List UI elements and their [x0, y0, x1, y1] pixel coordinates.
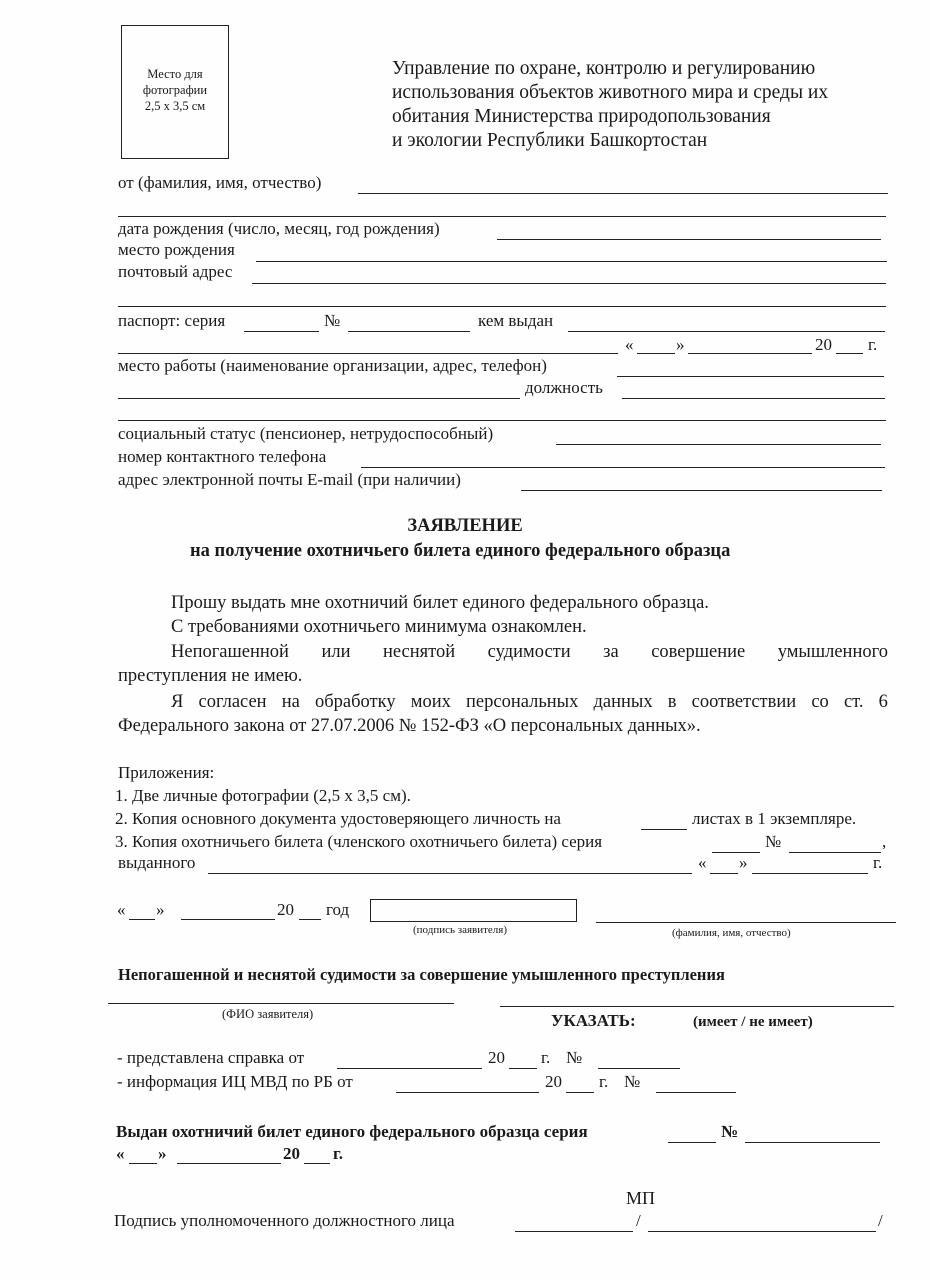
- attachment-item-3-comma: ,: [882, 832, 887, 851]
- position-label: должность: [525, 378, 603, 397]
- p4-word: на: [281, 692, 300, 712]
- indicate-label: УКАЗАТЬ:: [551, 1011, 636, 1030]
- name-caption: (фамилия, имя, отчество): [672, 927, 791, 939]
- body-paragraph-1: Прошу выдать мне охотничий билет единого федерального образца.: [171, 593, 709, 613]
- body-paragraph-4-line2: Федерального закона от 27.07.2006 № 152-ФЗ «О персональных данных».: [118, 716, 701, 736]
- signature-date-month-field[interactable]: [181, 919, 275, 920]
- certificate-number-field[interactable]: [598, 1068, 680, 1069]
- conviction-heading: Непогашенной и неснятой судимости за совершение умышленного преступления: [118, 965, 725, 984]
- workplace-field[interactable]: [617, 376, 884, 377]
- fio-caption: (ФИО заявителя): [222, 1007, 314, 1021]
- from-field[interactable]: [358, 193, 888, 194]
- passport-number-label: №: [324, 311, 341, 330]
- passport-date-day-field[interactable]: [637, 353, 675, 354]
- attachment-sheets-field[interactable]: [641, 829, 687, 830]
- issued-ticket-year-suffix: г.: [333, 1144, 344, 1163]
- certificate-label: - представлена справка от: [117, 1048, 305, 1067]
- birth-date-label: дата рождения (число, месяц, год рождения): [118, 219, 440, 238]
- passport-date-year-field[interactable]: [836, 353, 863, 354]
- attachment-item-3-number: №: [765, 832, 782, 851]
- issued-ticket-open-quote: «: [116, 1144, 125, 1163]
- certificate-number-label: №: [566, 1048, 583, 1067]
- body-paragraph-2: С требованиями охотничьего минимума ознакомлен.: [171, 617, 587, 637]
- issued-label: выданного: [118, 853, 196, 872]
- p4-word: ст.: [843, 692, 864, 712]
- signature-date-year-word: год: [326, 900, 350, 919]
- passport-date-open-quote: «: [625, 335, 634, 354]
- issued-ticket-month-field[interactable]: [177, 1163, 281, 1164]
- addressee-line2: использования объектов животного мира и среды их: [392, 82, 829, 103]
- issued-date-year-suffix: г.: [873, 853, 883, 872]
- from-label: от (фамилия, имя, отчество): [118, 173, 322, 192]
- body-paragraph-3-line2: преступления не имею.: [118, 666, 303, 686]
- attachment-item-2-suffix: листах в 1 экземпляре.: [692, 809, 857, 828]
- passport-date-year-suffix: г.: [868, 335, 878, 354]
- ic-number-label: №: [624, 1072, 641, 1091]
- conviction-status-field[interactable]: [500, 1006, 894, 1007]
- signature-date-day-field[interactable]: [129, 919, 155, 920]
- hunting-ticket-series-field[interactable]: [712, 852, 760, 853]
- ic-number-field[interactable]: [656, 1092, 736, 1093]
- p3-word: совершение: [651, 642, 746, 662]
- postal-address-field[interactable]: [252, 283, 886, 284]
- issued-date-close-quote: »: [739, 853, 748, 872]
- ic-g: г.: [599, 1072, 609, 1091]
- official-slash-2: /: [878, 1211, 883, 1230]
- ic-label: - информация ИЦ МВД по РБ от: [117, 1072, 353, 1091]
- birth-place-label: место рождения: [118, 240, 235, 259]
- p3-word: судимости: [487, 642, 571, 662]
- certificate-date-field[interactable]: [337, 1068, 482, 1069]
- issued-ticket-label: Выдан охотничий билет единого федерального образца серия: [116, 1122, 588, 1141]
- signature-caption: (подпись заявителя): [413, 924, 508, 936]
- p4-word: Я: [171, 692, 184, 712]
- p4-word: 6: [878, 692, 888, 712]
- signature-date-year-prefix: 20: [277, 900, 294, 919]
- ic-date-field[interactable]: [396, 1092, 539, 1093]
- addressee-line4: и экологии Республики Башкортостан: [392, 130, 708, 151]
- signature-date-open-quote: «: [117, 900, 126, 919]
- official-name-field[interactable]: [648, 1231, 876, 1232]
- attachments-heading: Приложения:: [118, 763, 215, 782]
- passport-date-close-quote: »: [676, 335, 685, 354]
- official-signature-label: Подпись уполномоченного должностного лица: [114, 1211, 455, 1230]
- signature-date-year-field[interactable]: [299, 919, 321, 920]
- passport-date-month-field[interactable]: [688, 353, 812, 354]
- issued-ticket-number-field[interactable]: [745, 1142, 880, 1143]
- social-status-field[interactable]: [556, 444, 881, 445]
- issued-ticket-year-field[interactable]: [304, 1163, 330, 1164]
- body-paragraph-4-line1: [171, 691, 888, 713]
- p4-word: со: [811, 692, 829, 712]
- p4-word: моих: [410, 692, 451, 712]
- passport-number-field[interactable]: [348, 331, 470, 332]
- official-signature-field[interactable]: [515, 1231, 633, 1232]
- p4-word: обработку: [315, 692, 396, 712]
- issued-ticket-series-field[interactable]: [668, 1142, 716, 1143]
- ic-year-prefix: 20: [545, 1072, 562, 1091]
- certificate-g: г.: [541, 1048, 551, 1067]
- from-field-continued[interactable]: [118, 216, 886, 217]
- email-label: адрес электронной почты E-mail (при наличии): [118, 470, 461, 489]
- p3-word: Непогашенной: [171, 642, 289, 662]
- signature-date-close-quote: »: [156, 900, 165, 919]
- issued-by-field-continued[interactable]: [118, 353, 618, 354]
- applicant-fio-field[interactable]: [108, 1003, 454, 1004]
- position-field[interactable]: [622, 398, 885, 399]
- p4-word: согласен: [198, 692, 267, 712]
- attachment-item-1: 1. Две личные фотографии (2,5 х 3,5 см).: [115, 786, 411, 805]
- photo-placeholder-line3: 2,5 x 3,5 см: [144, 99, 206, 113]
- p4-word: в: [667, 692, 677, 712]
- photo-placeholder-line2: фотографии: [142, 83, 208, 97]
- ic-year-field[interactable]: [566, 1092, 594, 1093]
- passport-date-year-prefix: 20: [815, 335, 832, 354]
- certificate-year-field[interactable]: [509, 1068, 537, 1069]
- phone-label: номер контактного телефона: [118, 447, 327, 466]
- body-paragraph-3-line1: [171, 641, 888, 663]
- document-subtitle: на получение охотничьего билета единого федерального образца: [190, 541, 731, 561]
- issued-by-label: кем выдан: [478, 311, 554, 330]
- attachment-item-2-prefix: 2. Копия основного документа удостоверяющего личность на: [115, 809, 561, 828]
- p4-word: данных: [593, 692, 653, 712]
- stamp-place-mp: МП: [626, 1188, 656, 1208]
- postal-address-field-continued[interactable]: [118, 306, 886, 307]
- document-title: ЗАЯВЛЕНИЕ: [407, 516, 523, 536]
- passport-series-label: паспорт: серия: [118, 311, 226, 330]
- phone-field[interactable]: [361, 467, 885, 468]
- p3-word: или: [321, 642, 351, 662]
- issued-by-attachment-field[interactable]: [208, 873, 692, 874]
- issued-ticket-close-quote: »: [158, 1144, 167, 1163]
- attachment-item-3-prefix: 3. Копия охотничьего билета (членского охотничьего билета) серия: [115, 832, 603, 851]
- hunting-ticket-number-field[interactable]: [789, 852, 881, 853]
- issued-ticket-year-prefix: 20: [283, 1144, 300, 1163]
- email-field[interactable]: [521, 490, 882, 491]
- photo-placeholder-line1: Место для: [147, 67, 203, 81]
- certificate-year-prefix: 20: [488, 1048, 505, 1067]
- conviction-options: (имеет / не имеет): [693, 1014, 813, 1030]
- postal-address-label: почтовый адрес: [118, 262, 233, 281]
- p3-word: за: [603, 642, 619, 662]
- issued-date-month-field[interactable]: [752, 873, 868, 874]
- photo-placeholder: [121, 25, 229, 159]
- workplace-field-continued[interactable]: [118, 398, 520, 399]
- official-slash-1: /: [636, 1211, 641, 1230]
- social-status-label: социальный статус (пенсионер, нетрудоспособный): [118, 424, 494, 443]
- issued-ticket-day-field[interactable]: [129, 1163, 157, 1164]
- issued-ticket-number-label: №: [721, 1122, 739, 1141]
- issued-date-open-quote: «: [698, 853, 707, 872]
- p3-word: неснятой: [382, 642, 456, 662]
- p4-word: персональных: [466, 692, 579, 712]
- addressee-block: [392, 57, 828, 153]
- addressee-line3: обитания Министерства природопользования: [392, 106, 771, 127]
- addressee-line1: Управление по охране, контролю и регулированию: [392, 58, 816, 79]
- p3-word: умышленного: [777, 642, 888, 662]
- applicant-name-field[interactable]: [596, 922, 896, 923]
- issued-by-field[interactable]: [568, 331, 885, 332]
- issued-date-day-field[interactable]: [710, 873, 738, 874]
- p4-word: соответствии: [691, 692, 797, 712]
- passport-series-field[interactable]: [244, 331, 319, 332]
- applicant-signature-box[interactable]: [370, 899, 577, 922]
- birth-place-field[interactable]: [256, 261, 887, 262]
- workplace-label: место работы (наименование организации, адрес, телефон): [118, 356, 547, 375]
- birth-date-field[interactable]: [497, 239, 881, 240]
- position-field-continued[interactable]: [118, 420, 886, 421]
